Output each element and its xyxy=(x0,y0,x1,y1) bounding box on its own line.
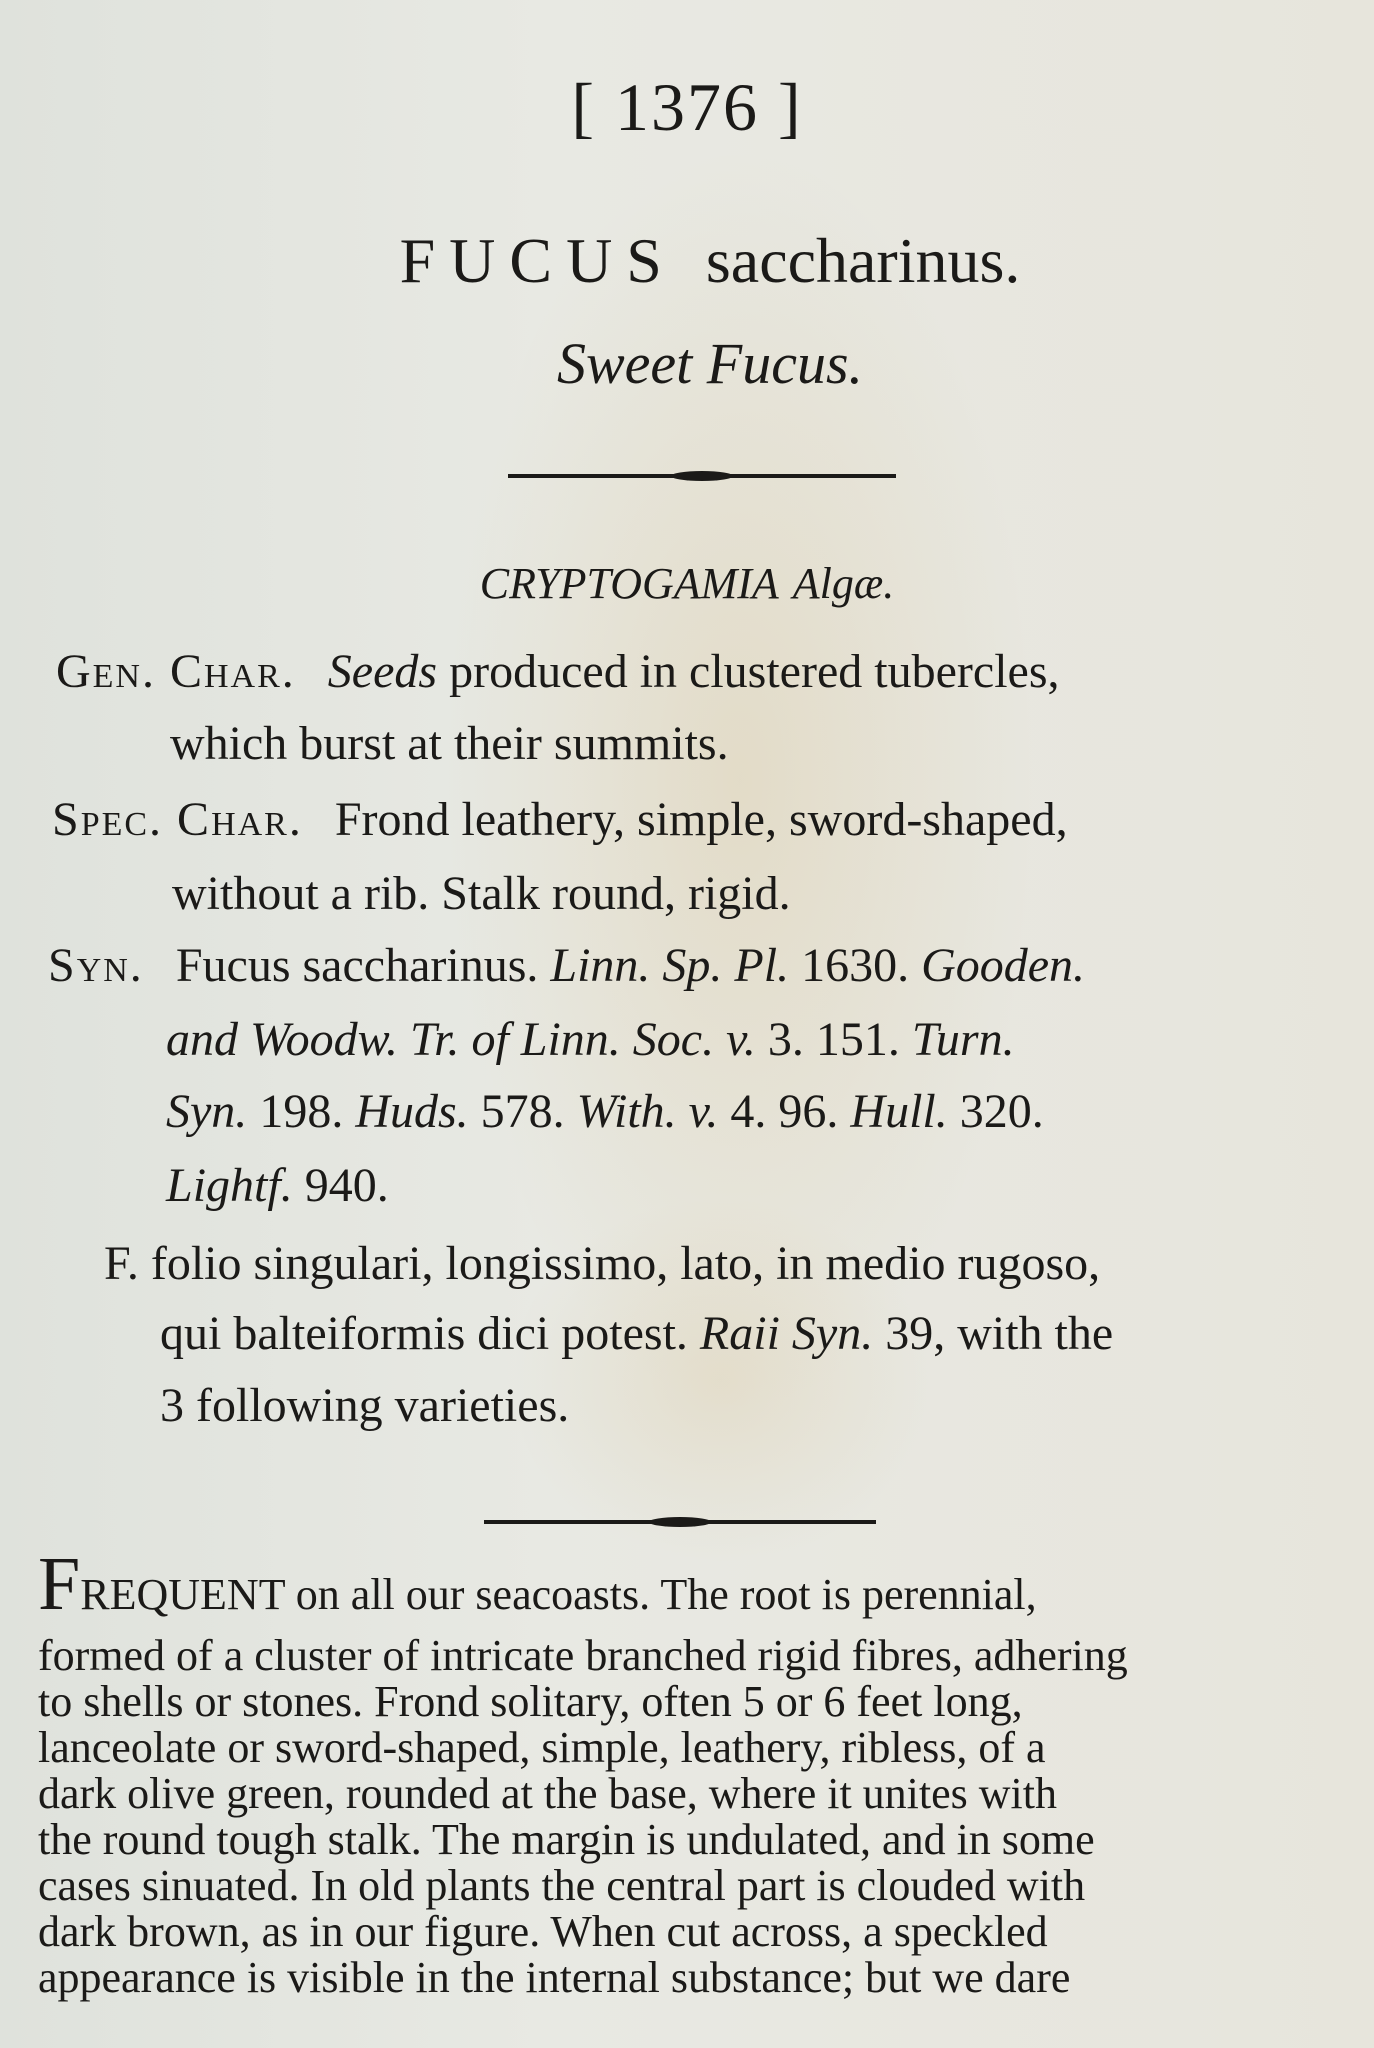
raii-line-2: qui balteiformis dici potest. Raii Syn. 39, with the xyxy=(160,1307,1114,1360)
syn-line-4: Lightf. 940. xyxy=(166,1159,389,1212)
gen-char-line-2: which burst at their summits. xyxy=(170,717,729,770)
description-line-6: the round tough stalk. The margin is undulated, and in some xyxy=(38,1815,1095,1864)
classification-heading xyxy=(0,558,1374,609)
ornamental-rule-bottom xyxy=(484,1520,876,1524)
spec-char-label: Spec. Char. xyxy=(52,793,303,846)
description-line-3: to shells or stones. Frond solitary, often 5 or 6 feet long, xyxy=(38,1677,1023,1726)
genus-name: FUCUS xyxy=(399,225,676,296)
raii-line-1: F. folio singulari, longissimo, lato, in medio rugoso, xyxy=(104,1237,1101,1290)
description-line-2: formed of a cluster of intricate branched rigid fibres, adhering xyxy=(38,1631,1128,1680)
description-line-1: FREQUENT on all our seacoasts. The root is perennial, xyxy=(38,1542,1037,1626)
syn-label: Syn. xyxy=(48,939,144,992)
spec-char-line-2: without a rib. Stalk round, rigid. xyxy=(172,867,791,920)
drop-cap: F xyxy=(38,1542,81,1626)
page-number: [ 1376 ] xyxy=(571,69,803,145)
description-line-4: lanceolate or sword-shaped, simple, leathery, ribless, of a xyxy=(38,1723,1046,1772)
class-name: CRYPTOGAMIA xyxy=(479,559,779,608)
description-line-8: dark brown, as in our figure. When cut across, a speckled xyxy=(38,1907,1048,1956)
common-name: Sweet Fucus. xyxy=(556,331,864,396)
gen-char-label: Gen. Char. xyxy=(56,645,296,698)
syn-line-3: Syn. 198. Huds. 578. With. v. 4. 96. Hull. 320. xyxy=(166,1085,1044,1138)
description-line-5: dark olive green, rounded at the base, where it unites with xyxy=(38,1769,1058,1818)
spec-char-line-1: Spec. Char. Frond leathery, simple, sword-shaped, xyxy=(52,793,1068,846)
description-line-7: cases sinuated. In old plants the central part is clouded with xyxy=(38,1861,1086,1910)
order-name: Algæ. xyxy=(792,559,895,608)
syn-line-1: Syn. Fucus saccharinus. Linn. Sp. Pl. 1630. Gooden. xyxy=(48,939,1086,992)
description-line-9: appearance is visible in the internal substance; but we dare xyxy=(38,1953,1071,2002)
gen-char-line-1: Gen. Char. Seeds produced in clustered tubercles, xyxy=(56,645,1060,698)
species-title xyxy=(0,224,1374,298)
syn-line-2: and Woodw. Tr. of Linn. Soc. v. 3. 151. Turn. xyxy=(166,1013,1015,1066)
ornamental-rule-top xyxy=(508,474,896,478)
raii-line-3: 3 following varieties. xyxy=(160,1379,570,1432)
species-name: saccharinus. xyxy=(705,225,1021,296)
